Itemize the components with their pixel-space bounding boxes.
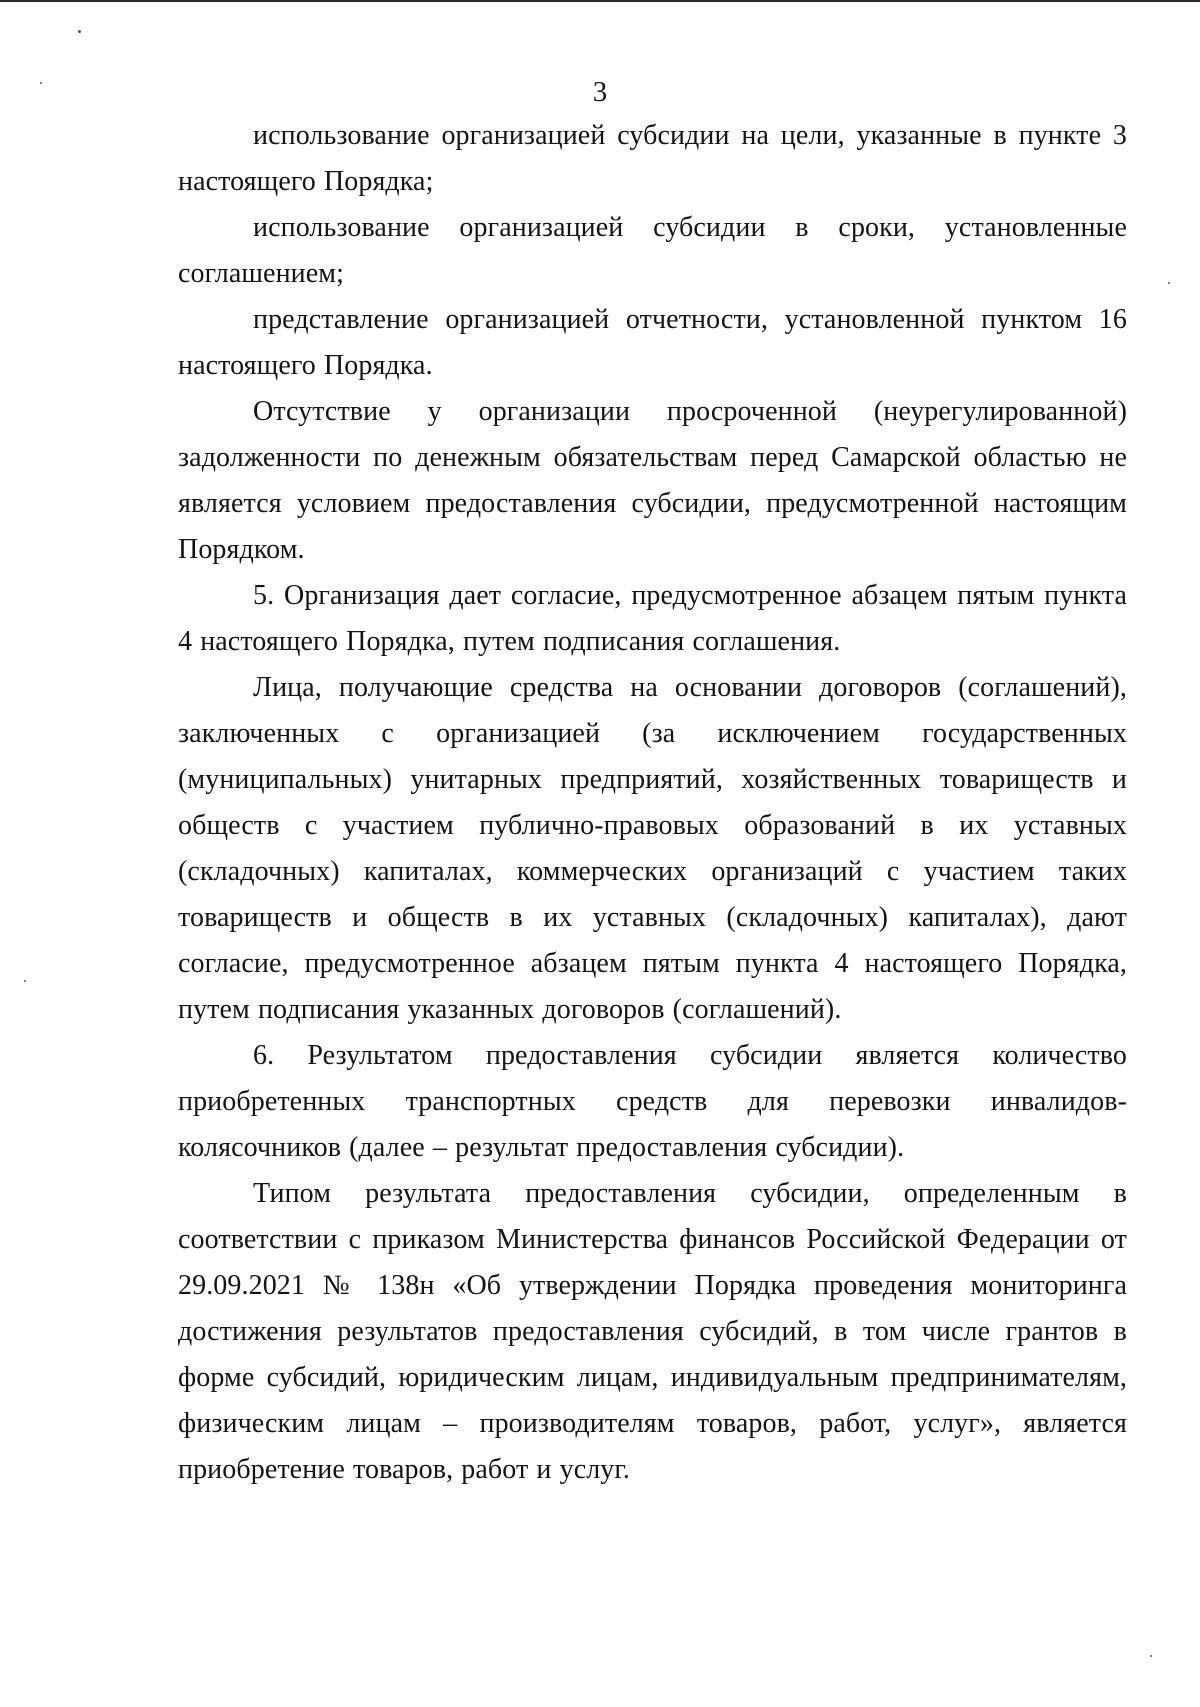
document-body <box>178 113 1127 1493</box>
paragraph: представление организацией отчетности, установленной пунктом 16 настоящего Порядка. <box>178 304 1127 381</box>
page-number: 3 <box>592 76 608 108</box>
paragraph: Типом результата предоставления субсидии, определенным в соответствии с приказом Министерства финансов Российской Федерации от 29.09.2021 № 138н «Об утверждении Порядка проведения мониторинга достижения результатов предоставления субсидий, в том числе грантов в форме субсидий, юридическим лицам, индивидуальным предпринимателям, физическим лицам – производителям товаров, работ, услуг», является приобретение товаров, работ и услуг. <box>178 1178 1127 1485</box>
paragraph: 6. Результатом предоставления субсидии является количество приобретенных транспортных средств для перевозки инвалидов-колясочников (далее – результат предоставления субсидии). <box>178 1040 1127 1163</box>
paragraph: использование организацией субсидии на цели, указанные в пункте 3 настоящего Порядка; <box>178 120 1127 197</box>
scan-speck <box>78 30 81 33</box>
paragraph: Лица, получающие средства на основании договоров (соглашений), заключенных с организацией (за исключением государственных (муниципальных) унитарных предприятий, хозяйственных товариществ и обществ с участием публично-правовых образований в их уставных (складочных) капиталах, коммерческих организаций с участием таких товариществ и обществ в их уставных (складочных) капиталах), дают согласие, предусмотренное абзацем пятым пункта 4 настоящего Порядка, путем подписания указанных договоров (соглашений). <box>178 672 1127 1025</box>
paragraph: Отсутствие у организации просроченной (неурегулированной) задолженности по денежным обязательствам перед Самарской областью не является условием предоставления субсидии, предусмотренной настоящим Порядком. <box>178 396 1127 565</box>
scan-speck <box>24 980 26 982</box>
scan-top-border <box>0 0 1200 2</box>
scan-speck <box>1150 1655 1152 1657</box>
scan-speck <box>1168 282 1170 284</box>
paragraph: использование организацией субсидии в сроки, установленные соглашением; <box>178 212 1127 289</box>
paragraph: 5. Организация дает согласие, предусмотренное абзацем пятым пункта 4 настоящего Порядка, путем подписания соглашения. <box>178 580 1127 657</box>
